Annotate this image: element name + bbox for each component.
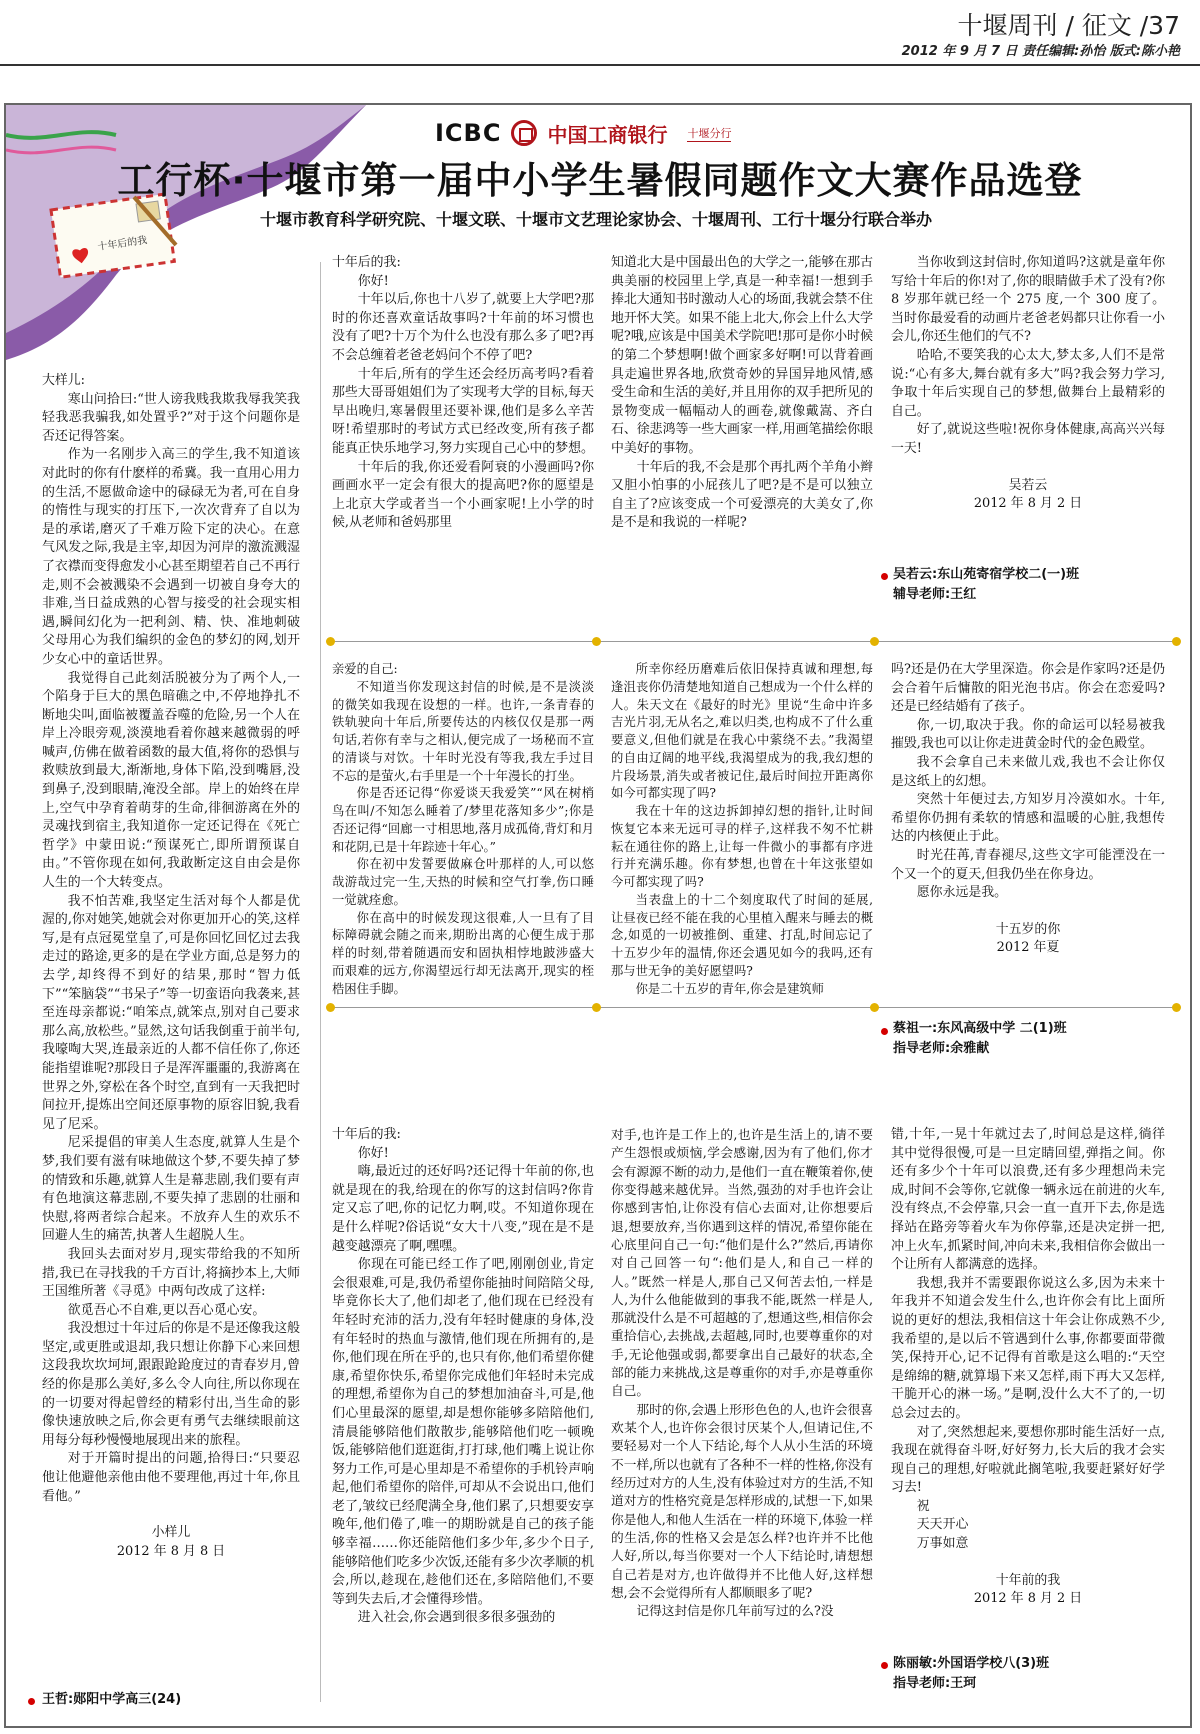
paragraph: 好了,就说这些啦!祝你身体健康,高高兴兴每一天! — [891, 422, 1165, 456]
paragraph: 你是二十五岁的青年,你会是建筑师 — [635, 981, 824, 996]
paragraph: 对于开篇时提出的问题,拾得曰:“只要忍他让他避他亲他由他不要理他,再过十年,你且看他。” — [42, 1451, 300, 1504]
essay4-col3 — [891, 1126, 1165, 1609]
paragraph: 尼采提倡的审美人生态度,就算人生是个梦,我们要有滋有味地做这个梦,不要失掉了梦的情致和乐趣,就算人生是幕悲剧,我们要有声有色地演这幕悲剧,不要失掉了悲剧的壮丽和快慰,将两者综合起来。不放弃人生的欢乐不回避人生的痛苦,执著人生超脱人生。 — [42, 1135, 300, 1244]
page-meta: 2012 年 9 月 7 日 责任编辑:孙怡 版式:陈小艳 — [901, 44, 1180, 59]
paragraph: 我觉得自己此刻活脱被分为了两个人,一个陷身于巨大的黑色暗礁之中,不停地挣扎不断地尖叫,面临被覆盖吞噬的危险,另一个人在岸上冷眼旁观,淡漠地看着你越来越微弱的呼喊声,仿佛在做着函数的最大值,将你的恐惧与救赎放到最大,渐渐地,身体下陷,没到嘴唇,没到鼻子,没到眼睛,淹没全部。岸上的始终在岸上,空气中孕育着萌芽的生命,徘徊游离在外的灵魂找到宿主,我知道你一定还记得在《死亡哲学》中蒙田说:“预谋死亡,即所谓预谋自由。”不管你现在如何,我敢断定这自由会是你人生的一个大转变点。 — [42, 670, 300, 891]
paragraph: 我回头去面对岁月,现实带给我的不知所措,我已在寻找我的千方百计,将摘抄本上,大师王国维所著《寻觅》中两句改成了这样: — [42, 1246, 300, 1300]
page-title: 十堰周刊 / 征文 /37 — [957, 11, 1180, 40]
paragraph: 我不怕苦难,我坚定生活对每个人都是优渥的,你对她笑,她就会对你更加开心的笑,这样写,是有点冠冕堂皇了,可是你回忆回忆过去我走过的路途,更多的是在学业方面,总是努力的去学,却终得不到好的结果,那时“智力低下”“笨脑袋”“书呆子”等一切蛮语向我袭来,甚至连母亲都说:“咱笨点,就笨点,别对自己要求那么高,放松些。”显然,这句话我倒重于前半句,我嚎啕大哭,连最亲近的人都不信任你了,你还能指望谁呢?那段日子是浑浑噩噩的,我游离在世界之外,穿松在各个时空,直到有一天我把时间拉开,提炼出空间还原事物的原容旧貌,我看见了尼采。 — [42, 893, 300, 1132]
credit-marker — [28, 1698, 35, 1705]
essay3-credit-teacher: 指导老师:余雅献 — [893, 1041, 990, 1056]
section-divider — [330, 641, 1180, 642]
essay3-col1 — [332, 661, 594, 999]
paragraph: 我不会拿自己未来做儿戏,我也不会让你仅是这纸上的幻想。 — [891, 754, 1165, 789]
paragraph: 你好! — [357, 273, 389, 289]
headline: 工行杯·十堰市第一届中小学生暑假同题作文大赛作品选登 — [117, 159, 1083, 202]
paragraph: 你在高中的时候发现这很难,人一旦有了目标障碍就会随之而来,期盼出离的心便生成于那样的时刻,带着随遇而安和固执相悖地跛涉盛大而艰难的远方,你渴望远行却无法离开,现实的桎梏困住手脚。 — [332, 910, 594, 996]
paragraph: 寒山问拾曰:“世人谤我贱我欺我辱我笑我轻我恶我骗我,如处置乎?”对于这个问题你是否还记得答案。 — [42, 391, 300, 444]
section-divider — [330, 1007, 1180, 1008]
paragraph: 万事如意 — [916, 1536, 969, 1552]
paragraph: 我想,我并不需要跟你说这么多,因为未来十年我并不知道会发生什么,也许你会有比上面所说的更好的想法,我相信这十年会让你成熟不少,我希望的,是以后不管遇到什么事,你都要面带微笑,保持开心,记不记得有首歌是这么唱的:“天空是绵绵的糖,就算塌下来又怎样,雨下再大又怎样,干脆开心的淋一场。”是啊,没什么大不了的,一切总会过去的。 — [891, 1275, 1165, 1421]
paragraph: 你,一切,取决于我。你的命运可以轻易被我摧毁,我也可以让你走进黄金时代的金色殿堂。 — [891, 717, 1165, 752]
signature: 十年前的我 — [995, 1572, 1061, 1588]
paragraph: 十年后的我: — [332, 255, 401, 270]
date: 2012 年 8 月 2 日 — [973, 496, 1083, 512]
paragraph: 所幸你经历磨难后依旧保持真诚和理想,每逢沮丧你仍清楚地知道自己想成为一个什么样的人。朱天文在《最好的时光》里说“生命中许多吉光片羽,无从名之,难以归类,也构成不了什么重要意义,但他们就是在我心中萦绕不去。”我渴望的自由辽阔的地平线,我渴望成为的我,我幻想的片段场景,消失或者被记住,最后时间拉开距离你如今可都实现了吗? — [611, 662, 873, 801]
essay3-col3 — [891, 661, 1165, 958]
essay4-credit-student: 陈丽敏:外国语学校八(3)班 — [893, 1656, 1050, 1671]
envelope-icon — [51, 194, 174, 277]
paragraph: 时光茌苒,青春褪尽,这些文字可能湮没在一个又一个的夏天,但我仍坐在你身边。 — [891, 847, 1165, 882]
paragraph: 吗?还是仍在大学里深造。你会是作家吗?还是仍会合着午后慵散的阳光泡书店。你会在恋爱吗?还是已经结婚有了孩子。 — [891, 662, 1165, 715]
paragraph: 你是否还记得“你爱谈天我爱笑”“风在树梢鸟在叫/不知怎么睡着了/梦里花落知多少”;你是否还记得“回廊一寸相思地,落月成孤倚,背灯和月和花阴,已是十年踪迹十年心。” — [332, 786, 594, 854]
essay2-col3 — [891, 254, 1165, 514]
paragraph: 哈哈,不要笑我的心太大,梦太多,人们不是常说:“心有多大,舞台就有多大”吗?我会努力学习,争取十年后实现自己的梦想,做舞台上最精彩的自己。 — [891, 347, 1165, 419]
paragraph: 进入社会,你会遇到很多很多强劲的 — [357, 1610, 556, 1626]
essay2-credit-student: 吴若云:东山苑寄宿学校二(一)班 — [893, 567, 1080, 582]
paragraph: 你在初中发誓要做麻仓叶那样的人,可以悠哉游哉过完一生,天热的时候和空气打拳,伤口睡一觉就痊愈。 — [332, 857, 594, 907]
paragraph: 嗨,最近过的还好吗?还记得十年前的你,也就是现在的我,给现在的你写的这封信吗?你肯定又忘了吧,你的记忆力啊,哎。不知道你现在是什么样呢?俗话说“女大十八变,”现在是不是越变越漂亮了啊,嘿嘿。 — [332, 1164, 594, 1254]
essay3-credit-student: 蔡祖一:东风高级中学 二(1)班 — [893, 1021, 1067, 1036]
essay2-credit-teacher: 辅导老师:王红 — [893, 587, 977, 602]
paragraph: 十年后的我,不会是那个再扎两个羊角小辫又胆小怕事的小屁孩儿了吧?是不是可以独立自主了?应该变成一个可爱漂亮的大美女了,你是不是和我说的一样呢? — [611, 459, 873, 531]
paragraph: 当表盘上的十二个刻度取代了时间的延展,让昼夜已经不能在我的心里植入醒来与睡去的概念,如觅的一切被推倒、重建、打乱,时间忘记了十五岁少年的温情,你还会遇见如今的我吗,还有那与世无争的美好愿望吗? — [611, 892, 873, 979]
paragraph: 愿你永远是我。 — [916, 885, 1008, 901]
paragraph: 祝 — [916, 1498, 930, 1514]
branch-name: 十堰分行 — [687, 126, 732, 140]
bank-name: 中国工商银行 — [547, 122, 668, 147]
paragraph: 欲觅吾心不自难,更以吾心觅心安。 — [67, 1302, 266, 1318]
header-rule — [0, 64, 1200, 66]
credit-marker — [881, 1662, 888, 1669]
paragraph: 十年后,所有的学生还会经历高考吗?看着那些大哥哥姐姐们为了实现考大学的目标,每天早出晚归,寒暑假里还要补课,他们是多么辛苦呀!希望那时的考试方式已经改变,所有孩子都能真正快乐地学习,努力实现自己心中的梦想。 — [332, 366, 594, 456]
decorative-wave-envelope — [6, 105, 366, 360]
signature: 十五岁的你 — [995, 921, 1061, 937]
organizers: 十堰市教育科学研究院、十堰文联、十堰市文艺理论家协会、十堰周刊、工行十堰分行联合举办 — [260, 210, 933, 229]
paragraph: 天天开心 — [916, 1517, 969, 1533]
essay4-credit-teacher: 指导老师:王珂 — [893, 1676, 977, 1691]
paragraph: 我没想过十年过后的你是不是还像我这般坚定,或更胜或退却,我只想让你静下心来回想这段我坎坎坷坷,跟跟跄跄度过的青春岁月,曾经的你是那么美好,多么令人向往,所以你现在的一切要对得起曾经的精彩付出,当生命的影像快速放映之后,你会更有勇气去继续眼前这用每分每秒慢慢地展现出来的旅程。 — [42, 1321, 300, 1448]
paragraph: 对了,突然想起来,要想你那时能生活好一点,我现在就得奋斗呀,好好努力,长大后的我才会实现自己的理想,好啦就此搁笔啦,我要赶紧好好学习去! — [891, 1424, 1165, 1496]
paragraph: 大样儿: — [42, 373, 86, 388]
date: 2012 年 8 月 8 日 — [116, 1543, 226, 1559]
essay1-body — [42, 372, 300, 1672]
page-header — [0, 0, 1200, 98]
signature: 小样儿 — [151, 1525, 191, 1541]
essay2-col1 — [332, 254, 594, 533]
paragraph: 不知道当你发现这封信的时候,是不是淡淡的微笑如我现在设想的一样。也许,一条青春的铁轨驶向十年后,所要传达的内核仅仅是那一两句话,若你有幸与之相认,便完成了一场秘而不宣的清谈与对饮。十年时光没有等我,我左手过目不忘的是萤火,右手里是一个十年漫长的打坐。 — [332, 679, 594, 783]
column-separator — [320, 262, 321, 1702]
paragraph: 十年后的我,你还爱看阿衰的小漫画吗?你画画水平一定会有很大的提高吧?你的愿望是上北京大学或者当一个小画家呢!上小学的时候,从老师和爸妈那里 — [332, 459, 594, 531]
date: 2012 年夏 — [996, 940, 1060, 956]
paragraph: 知道北大是中国最出色的大学之一,能够在那古典美丽的校园里上学,真是一种幸福!一想到手捧北大通知书时激动人心的场面,我就会禁不住地开怀大笑。如果不能上北大,你会上什么大学呢?哦,应该是中国美术学院吧!那可是你小时候的第二个梦想啊!做个画家多好啊!可以背着画具走遍世界各地,欣赏奇妙的异国异地风情,感受生命和生活的美好,并且用你的双手把所见的景物变成一幅幅动人的画卷,就像戴嵩、齐白石、徐悲鸿等一些大画家一样,用画笔描绘你眼中美好的事物。 — [611, 255, 873, 456]
essay4-col2 — [611, 1126, 873, 1620]
paragraph: 亲爱的自己: — [332, 662, 398, 676]
essay3-col2 — [611, 661, 873, 999]
icbc-wordmark: ICBC — [435, 119, 502, 147]
signature: 吴若云 — [1008, 477, 1048, 493]
essay2-col2 — [611, 254, 873, 533]
icbc-emblem-icon — [511, 120, 537, 146]
credit-marker — [881, 1028, 888, 1035]
paragraph: 当你收到这封信时,你知道吗?这就是童年你写给十年后的你!对了,你的眼睛做手术了没有?你 8 岁那年就已经一个 275 度,一个 300 度了。当时你最爱看的动画片老爸老妈都只让你看一小会儿,你还生他们的气不? — [891, 255, 1166, 345]
envelope-text: 十年后的我 — [96, 235, 148, 253]
paragraph: 你现在可能已经工作了吧,刚刚创业,肯定会很艰难,可是,我仍希望你能抽时间陪陪父母,毕竟你长大了,他们却老了,他们现在已经没有年轻时充沛的活力,没有年轻时健康的身体,没有年轻时的热血与激情,他们现在所拥有的,是你,他们现在所在乎的,也只有你,他们希望你健康,希望你快乐,希望你完成他们年轻时未完成的理想,希望你为自己的梦想加油奋斗,可是,他们心里最深的愿望,却是想你能够多陪陪他们,清晨能够陪他们散散步,能够陪他们吃一顿晚饭,能够陪他们逛逛街,打打球,他们嘴上说让你努力工作,可是心里却是不希望你的手机铃声响起,他们希望你的陪伴,可却从不会说出口,他们老了,皱纹已经爬满全身,他们累了,只想要安享晚年,他们倦了,唯一的期盼就是自己的孩子能够幸福……你还能陪他们多少年,多少个日子,能够陪他们吃多少次饭,还能有多少次孝顺的机会,所以,趁现在,趁他们还在,多陪陪他们,不要等到失去后,才会懂得珍惜。 — [332, 1257, 594, 1607]
paragraph: 作为一名刚步入高三的学生,我不知道该对此时的你有什麽样的希冀。我一直用心用力的生活,不愿做命途中的碌碌无为者,可在自身的惰性与现实的打压下,一次次背弃了自以为是的承诺,磨灭了千难万险下定的决心。在意气风发之际,我是主宰,却因为河岸的激流溅湿了衣襟而变得愈发小心甚至期望若自己不再行走,则不会被溅染不会遇到一切被自身夸大的非难,当日益成熟的心智与接受的社会现实相遇,瞬间幻化为一把利剑、精、快、准地刺破父母用心为我们编织的金色的梦幻的网,划开少女心中的童话世界。 — [42, 447, 300, 667]
date: 2012 年 8 月 2 日 — [973, 1591, 1083, 1607]
essay1-credit-student: 王哲:郧阳中学高三(24) — [42, 1692, 182, 1707]
credit-marker — [881, 573, 888, 580]
paragraph: 错,十年,一晃十年就过去了,时间总是这样,徜徉其中觉得很慢,可是一旦定睛回望,弹指之间。你还有多少个十年可以浪费,还有多少理想尚未完成,时间不会等你,它就像一辆永远在前进的火车,没有终点,不会停靠,只会一直一直开下去,你是选择站在路旁等着火车为你停靠,还是决定拼一把,冲上火车,抓紧时间,冲向未来,我相信你会做出一个让所有人都满意的选择。 — [891, 1127, 1165, 1273]
paragraph: 你好! — [357, 1145, 389, 1161]
essay4-col1 — [332, 1126, 594, 1628]
paragraph: 突然十年便过去,方知岁月冷漠如水。十年,希望你仍拥有柔软的情感和温暖的心脏,我想传达的内核便止于此。 — [891, 792, 1165, 845]
paragraph: 对手,也许是工作上的,也许是生活上的,请不要产生怨恨或烦恼,学会感谢,因为有了他们,你才会有源源不断的动力,是他们一直在鞭策着你,使你变得越来越优异。当然,强劲的对手也许会让你感到害怕,让你没有信心去面对,让你想要后退,想要放弃,当你遇到这样的情况,希望你能在心底里问自己一句:“他们是什么?”然后,再请你对自己回答一句“:他们是人,和自己一样的人。”既然一样是人,那自己又何苦去怕,一样是人,为什么他能做到的事我不能,既然一样是人,那就没什么是不可超越的了,想通这些,相信你会重拾信心,去挑战,去超越,同时,也要尊重你的对手,无论他强或弱,都要拿出自己最好的状态,全部的能力来挑战,这是尊重你的对手,亦是尊重你自己。 — [611, 1127, 873, 1399]
paragraph: 那时的你,会遇上形形色色的人,也许会很喜欢某个人,也许你会很讨厌某个人,但请记住,不要轻易对一个人下结论,每个人从小生活的环境不一样,所以也就有了各种不一样的性格,你没有经历过对方的人生,没有体验过对方的生活,不知道对方的性格究竟是怎样形成的,试想一下,如果你是他人,和他人生活在一样的环境下,体验一样的生活,你的性格又会是怎么样?也许并不比他人好,所以,每当你要对一个人下结论时,请想想自己若是对方,也许做得并不比他人好,这样想想,会不会觉得所有人都顺眼多了呢? — [611, 1401, 873, 1600]
sponsor-logo — [435, 118, 731, 148]
paragraph: 记得这封信是你几年前写过的么?没 — [636, 1603, 834, 1619]
paragraph: 十年以后,你也十八岁了,就要上大学吧?那时的你还喜欢童话故事吗?十年前的坏习惯也没有了吧?十万个为什么也没有那么多了吧?再不会总缠着老爸老妈问个不停了吧? — [332, 292, 594, 363]
paragraph: 十年后的我: — [332, 1127, 401, 1142]
paragraph: 我在十年的这边拆卸掉幻想的指针,让时间恢复它本来无远可寻的样子,这样我不匆不忙耕耘在通往你的路上,让每一件微小的事都有序进行并充满乐趣。你有梦想,也曾在十年这张望如今可都实现了吗? — [611, 804, 873, 890]
